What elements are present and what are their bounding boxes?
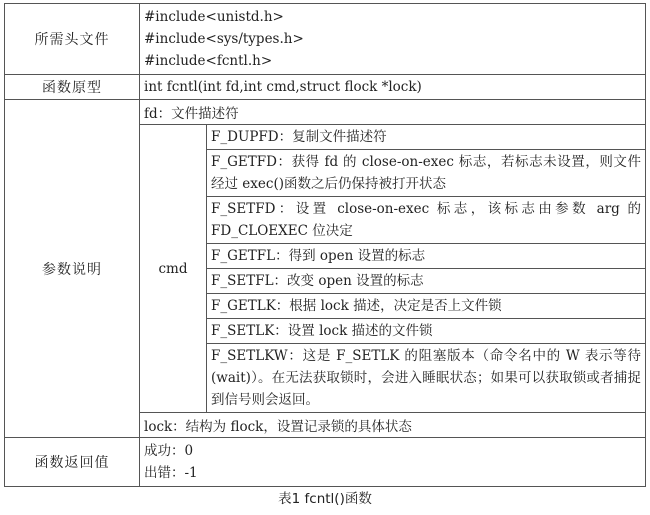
- cmd-item: F_GETFL：得到 open 设置的标志: [207, 244, 645, 269]
- fd-row: [5, 100, 646, 125]
- cmd-table: [207, 125, 645, 412]
- fcntl-table: [4, 3, 646, 487]
- headers-label: 所需头文件: [5, 4, 140, 75]
- cmd-label: cmd: [140, 125, 207, 413]
- return-value: [140, 438, 646, 487]
- cmd-item: F_SETLKW：这是 F_SETLK 的阻塞版本（命令名中的 W 表示等待(wait)）。在无法获取锁时，会进入睡眠状态；如果可以获取锁或者捕捉到信号则会返回。: [207, 344, 645, 413]
- return-label: 函数返回值: [5, 438, 140, 487]
- fd-description: fd：文件描述符: [140, 100, 646, 125]
- headers-row: [5, 4, 646, 75]
- cmd-item: F_SETFD：设置 close-on-exec 标志，该标志由参数 arg 的 FD_CLOEXEC 位决定: [207, 197, 645, 244]
- prototype-label: 函数原型: [5, 75, 140, 100]
- header-line: #include<unistd.h>: [144, 9, 284, 25]
- return-line: 出错：-1: [144, 465, 198, 481]
- cmd-item: F_DUPFD：复制文件描述符: [211, 129, 387, 145]
- prototype-value: int fcntl(int fd,int cmd,struct flock *lock): [140, 75, 646, 100]
- cmd-item: F_SETLK：设置 lock 描述的文件锁: [207, 319, 645, 344]
- prototype-row: [5, 75, 646, 100]
- header-line: #include<fcntl.h>: [144, 53, 273, 69]
- table-caption: 表1 fcntl()函数: [278, 491, 372, 507]
- cmd-item: F_GETFD：获得 fd 的 close-on-exec 标志，若标志未设置，则文件经过 exec()函数之后仍保持被打开状态: [207, 150, 645, 197]
- return-line: 成功：0: [144, 443, 194, 459]
- header-line: #include<sys/types.h>: [144, 31, 304, 47]
- cmd-list: [207, 125, 646, 413]
- cmd-item: F_SETFL：改变 open 设置的标志: [207, 269, 645, 294]
- cmd-item: F_GETLK：根据 lock 描述，决定是否上文件锁: [207, 294, 645, 319]
- lock-description: lock：结构为 flock，设置记录锁的具体状态: [140, 413, 646, 438]
- headers-value: [140, 4, 646, 75]
- return-row: [5, 438, 646, 487]
- params-label: 参数说明: [5, 100, 140, 438]
